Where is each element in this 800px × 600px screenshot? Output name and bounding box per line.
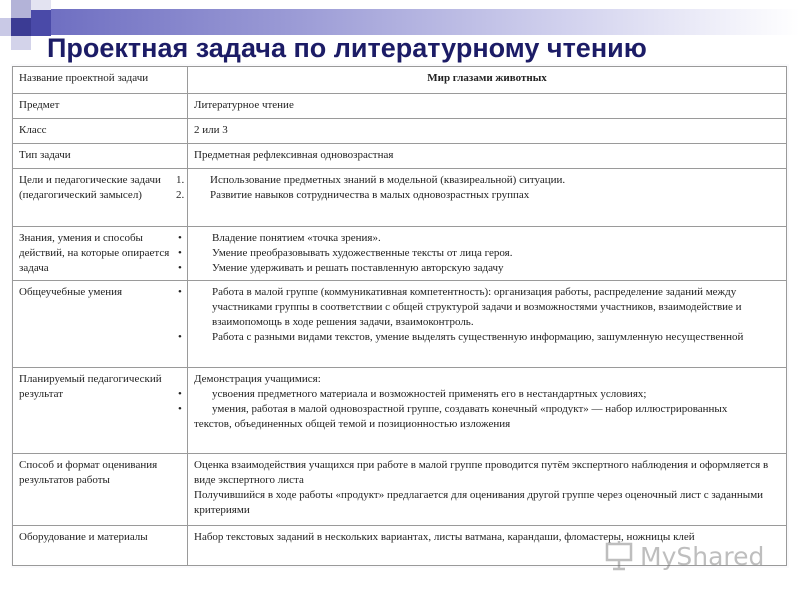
row-value	[178, 227, 787, 281]
assessment-text: Оценка взаимодействия учащихся при работе в малой группе проводится путём экспертного наблюдения и оформляется в виде экспертного листа	[194, 459, 769, 486]
list-item-text: Работа в малой группе (коммуникативная компетентность): организация работы, распределение заданий между участниками группы в соответствии с общей структурой задачи и возможностями участников, взаимодействие и взаимопомощь в ходе решения задачи, взаимоконтроль.	[212, 286, 742, 328]
list-item	[178, 330, 780, 345]
bullet-icon: •	[178, 232, 182, 244]
bullet-icon: •	[178, 247, 182, 259]
project-name-value: Мир глазами животных	[188, 67, 787, 94]
list-item-text: умения, работая в малой одновозрастной группе, создавать конечный «продукт» — набор иллюстрированных	[212, 403, 728, 415]
bullet-list	[178, 285, 780, 345]
list-item-text: Использование предметных знаний в модельной (квазиреальной) ситуации.	[210, 174, 566, 186]
project-task-table	[12, 66, 787, 566]
result-intro: Демонстрация учащимися:	[194, 373, 321, 385]
bullet-icon: •	[178, 331, 182, 343]
result-outro: текстов, объединенных общей темой и позиционностью изложения	[194, 418, 511, 430]
list-item	[178, 261, 780, 276]
list-item	[178, 402, 780, 417]
table-row	[13, 454, 787, 526]
list-item-text: усвоения предметного материала и возможностей применять его в нестандартных условиях;	[212, 388, 647, 400]
bullet-icon: •	[178, 262, 182, 274]
table-row	[13, 94, 787, 119]
row-label: Планируемый педагогический результат	[13, 368, 188, 454]
table-row	[13, 169, 787, 227]
watermark-text: MyShared	[640, 542, 765, 571]
decor-square	[31, 0, 51, 10]
bullet-icon: •	[178, 403, 182, 415]
row-label: Знания, умения и способы действий, на которые опирается задача	[13, 227, 188, 281]
table-row	[13, 281, 787, 368]
bullet-list	[178, 231, 780, 276]
assessment-text: Получившийся в ходе работы «продукт» предлагается для оценивания другой группе через оценочный лист с заданными критериями	[194, 489, 764, 516]
bullet-icon: •	[178, 388, 182, 400]
bullet-icon: •	[178, 286, 182, 298]
table-row	[13, 67, 787, 94]
list-item-text: Работа с разными видами текстов, умение выделять существенную информацию, зашумленную несущественной	[212, 331, 744, 343]
row-value: 2 или 3	[188, 119, 787, 144]
list-item	[178, 387, 780, 402]
row-label: Оборудование и материалы	[13, 526, 188, 566]
row-label: Название проектной задачи	[13, 67, 188, 94]
row-value: Набор текстовых заданий в нескольких вариантах, листы ватмана, карандаши, фломастеры, ножницы клей	[188, 526, 787, 566]
table-row	[13, 368, 787, 454]
row-value	[178, 368, 787, 454]
bullet-list	[178, 387, 780, 417]
slide-title: Проектная задача по литературному чтению	[47, 33, 647, 63]
row-label: Предмет	[13, 94, 188, 119]
presentation-icon	[604, 540, 636, 572]
header-gradient-strip	[30, 9, 800, 35]
table-row	[13, 144, 787, 169]
list-item: 2. Развитие навыков сотрудничества в малых одновозрастных группах	[176, 189, 530, 201]
decor-square	[11, 36, 31, 50]
list-item-text: Умение удерживать и решать поставленную авторскую задачу	[212, 262, 504, 274]
row-label: Цели и педагогические задачи (педагогический замысел)	[13, 169, 188, 227]
list-item: 1. Использование предметных знаний в модельной (квазиреальной) ситуации.	[176, 174, 566, 186]
list-item	[178, 246, 780, 261]
decor-square	[11, 18, 31, 36]
list-item	[178, 285, 780, 330]
list-item-text: Умение преобразовывать художественные тексты от лица героя.	[212, 247, 513, 259]
list-item-text: Развитие навыков сотрудничества в малых одновозрастных группах	[210, 189, 530, 201]
numbered-list	[176, 173, 780, 203]
row-value: Литературное чтение	[188, 94, 787, 119]
list-item	[178, 231, 780, 246]
table-row	[13, 119, 787, 144]
row-label: Общеучебные умения	[13, 281, 188, 368]
row-value	[176, 169, 787, 227]
decor-square	[0, 18, 11, 36]
row-label: Класс	[13, 119, 188, 144]
row-label: Способ и формат оценивания результатов работы	[13, 454, 188, 526]
watermark	[604, 538, 794, 574]
row-label: Тип задачи	[13, 144, 188, 169]
table-row	[13, 227, 787, 281]
row-value	[188, 454, 787, 526]
list-item-text: Владение понятием «точка зрения».	[212, 232, 381, 244]
decor-square	[11, 0, 31, 18]
row-value: Предметная рефлексивная одновозрастная	[188, 144, 787, 169]
row-value	[178, 281, 787, 368]
